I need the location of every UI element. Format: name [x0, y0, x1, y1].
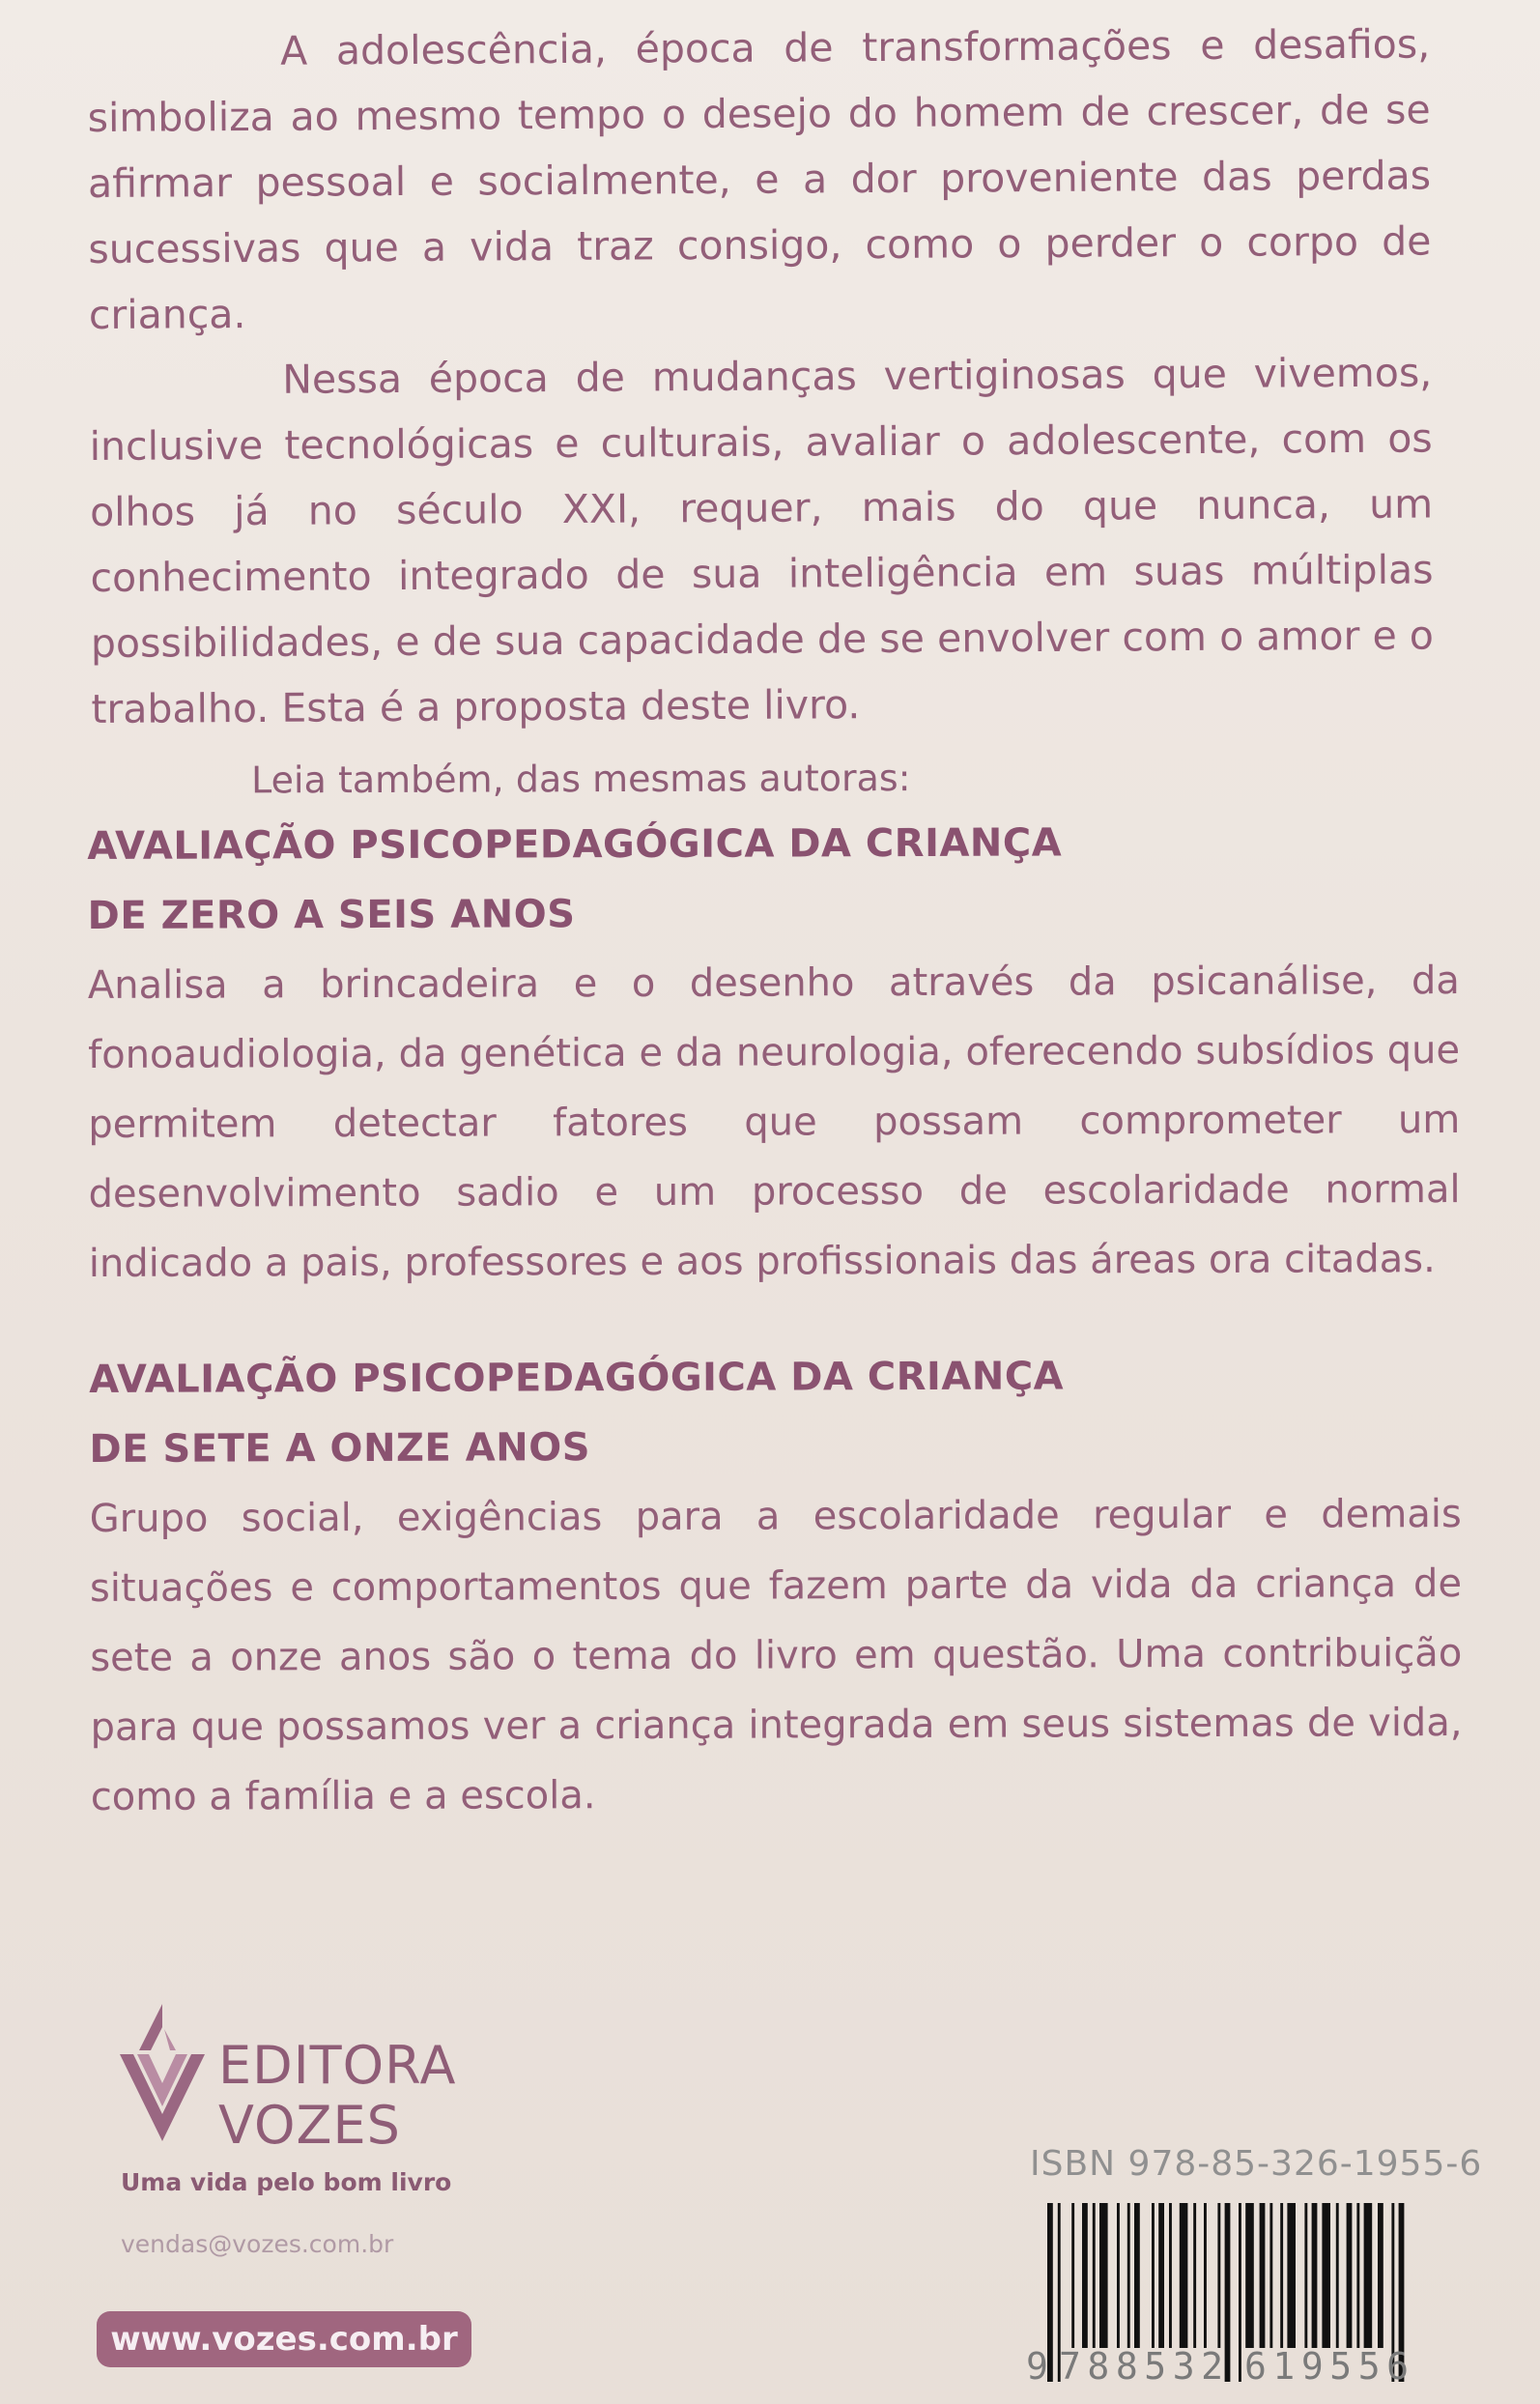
book-1-title-line-2: DE ZERO A SEIS ANOS — [87, 892, 576, 938]
barcode-bar — [1280, 2203, 1283, 2348]
barcode-bar — [1082, 2203, 1088, 2348]
intro-paragraph-2: Nessa época de mudanças vertiginosas que vivemos, inclusive tecnológicas e culturais, avaliar o adolescente, com os olhos já no século XXI, requer, mais do que nunca, um conhecimento integrado de sua inteligência em suas múltiplas possibilidades, e de sua capacidade de se envolver com o amor e o trabalho. Esta é a proposta deste livro. — [89, 349, 1435, 732]
barcode-digit-prefix: 9 — [1026, 2345, 1048, 2387]
barcode-bar — [1099, 2203, 1108, 2348]
book-2-description: Grupo social, exigências para a escolaridade regular e demais situações e comportamentos que fazem parte da vida da criança de sete a onze anos são o tema do livro em questão. Uma contribuição para que possamos ver a criança integrada em seus sistemas de vida, como a família e a escola. — [89, 1492, 1463, 1819]
barcode-bar — [1364, 2203, 1373, 2348]
publisher-name-line-2: VOZES — [218, 2095, 401, 2156]
barcode-bar — [1093, 2203, 1096, 2348]
related-books-label: Leia também, das mesmas autoras: — [251, 757, 911, 802]
barcode-bar — [1204, 2203, 1207, 2348]
intro-text — [87, 12, 1435, 742]
publisher-name-line-1: EDITORA — [218, 2035, 457, 2096]
barcode-bar — [1304, 2203, 1307, 2348]
barcode-bar — [1180, 2203, 1188, 2348]
barcode-bar — [1260, 2203, 1266, 2348]
vozes-chevron-logo-icon — [114, 2000, 211, 2145]
barcode-bar — [1071, 2203, 1074, 2348]
barcode-bar — [1269, 2203, 1272, 2348]
barcode-digit-group-1: 788532 — [1059, 2345, 1223, 2387]
barcode-bar — [1336, 2203, 1339, 2348]
barcode-bar — [1117, 2203, 1120, 2348]
related-book-2 — [89, 1340, 1463, 1832]
book-2-title-line-2: DE SETE A ONZE ANOS — [89, 1425, 591, 1472]
barcode-bar — [1312, 2203, 1318, 2348]
isbn-label: ISBN 978-85-326-1955-6 — [1030, 2144, 1483, 2184]
barcode-bar — [1134, 2203, 1140, 2348]
publisher-email: vendas@vozes.com.br — [121, 2230, 394, 2258]
publisher-logo — [114, 1990, 500, 2155]
barcode-bar — [1245, 2203, 1254, 2348]
barcode-bar — [1217, 2203, 1220, 2348]
barcode-bar — [1356, 2203, 1359, 2348]
barcode-bar — [1347, 2203, 1353, 2348]
barcode-bar — [1152, 2203, 1155, 2348]
related-book-1 — [87, 807, 1461, 1299]
book-2-title-line-1: AVALIAÇÃO PSICOPEDAGÓGICA DA CRIANÇA — [89, 1354, 1065, 1402]
publisher-slogan: Uma vida pelo bom livro — [121, 2168, 452, 2196]
barcode-bar — [1378, 2203, 1383, 2348]
barcode-bar — [1287, 2203, 1296, 2348]
publisher-website-badge: www.vozes.com.br — [97, 2311, 471, 2367]
barcode-bar — [1127, 2203, 1130, 2348]
intro-paragraph-1: A adolescência, época de transformações e desafios, simboliza ao mesmo tempo o desejo do homem de crescer, de se afirmar pessoal e socialmente, e a dor proveniente das perdas sucessivas que a vida traz consigo, como o perder o corpo de criança. — [87, 20, 1432, 338]
book-1-description: Analisa a brincadeira e o desenho através da psicanálise, da fonoaudiologia, da genética e da neurologia, oferecendo subsídios que permitem detectar fatores que possam comprometer um desenvolvimento sadio e um processo de escolaridade normal indicado a pais, professores e aos profissionais das áreas ora citadas. — [87, 959, 1461, 1286]
barcode-bar — [1322, 2203, 1330, 2348]
barcode-digit-group-2: 619556 — [1244, 2345, 1409, 2387]
barcode-digits — [1026, 2338, 1451, 2387]
book-1-title-line-1: AVALIAÇÃO PSICOPEDAGÓGICA DA CRIANÇA — [87, 820, 1063, 869]
barcode-bar — [1169, 2203, 1172, 2348]
barcode-bar — [1158, 2203, 1164, 2348]
barcode-bar — [1193, 2203, 1196, 2348]
related-books-section — [87, 749, 1463, 1832]
